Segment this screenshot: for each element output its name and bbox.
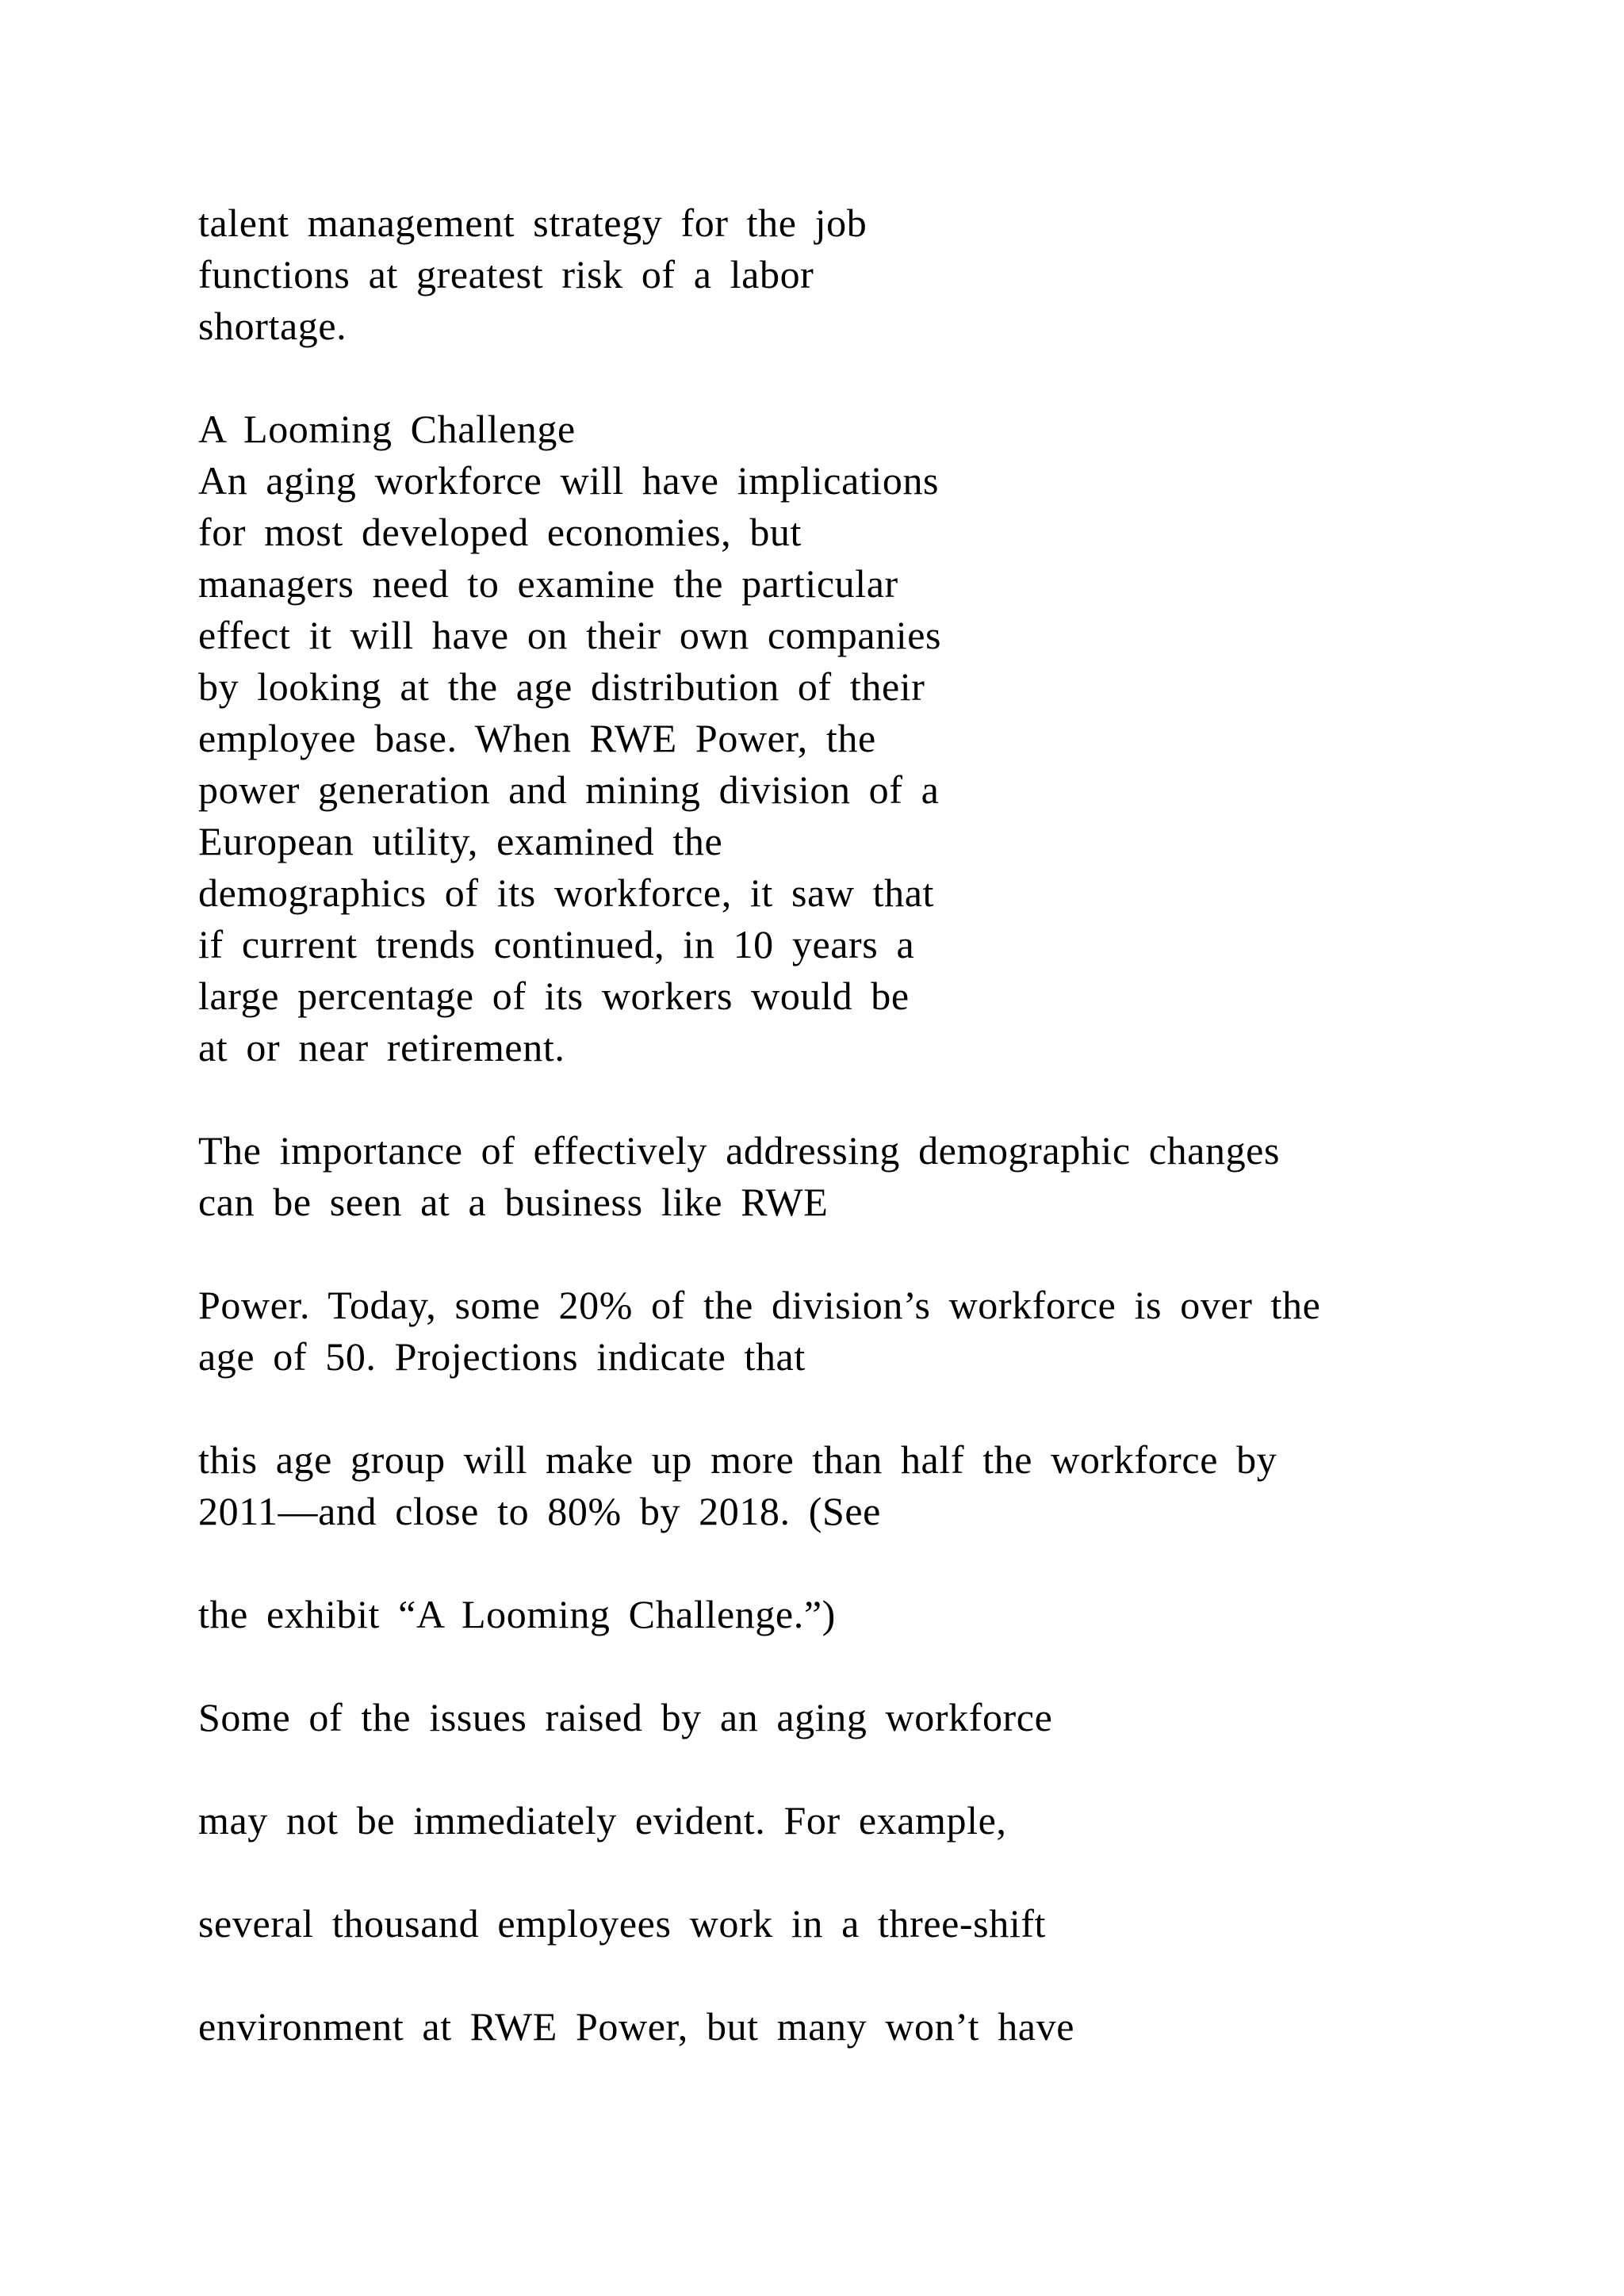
- text-line: several thousand employees work in a three-shift: [198, 1901, 1047, 1946]
- text-line: functions at greatest risk of a labor: [198, 252, 814, 297]
- text-line: by looking at the age distribution of their: [198, 664, 925, 709]
- text-line: European utility, examined the: [198, 819, 723, 863]
- section-heading: A Looming Challenge: [198, 407, 576, 451]
- text-line: environment at RWE Power, but many won’t have: [198, 2004, 1074, 2049]
- text-line: demographics of its workforce, it saw that: [198, 871, 935, 915]
- text-line: power generation and mining division of a: [198, 767, 940, 812]
- text-line: Some of the issues raised by an aging workforce: [198, 1695, 1053, 1739]
- text-line: managers need to examine the particular: [198, 561, 898, 606]
- text-line: may not be immediately evident. For example,: [198, 1798, 1007, 1843]
- text-line: The importance of effectively addressing demographic changes: [198, 1128, 1281, 1173]
- text-line: age of 50. Projections indicate that: [198, 1334, 806, 1379]
- text-line: at or near retirement.: [198, 1025, 565, 1070]
- text-line: for most developed economies, but: [198, 510, 802, 554]
- text-line: Power. Today, some 20% of the division’s workforce is over the: [198, 1283, 1321, 1327]
- text-line: can be seen at a business like RWE: [198, 1180, 829, 1224]
- text-line: 2011—and close to 80% by 2018. (See: [198, 1489, 881, 1533]
- text-line: this age group will make up more than half the workforce by: [198, 1437, 1277, 1482]
- text-line: the exhibit “A Looming Challenge.”): [198, 1592, 836, 1636]
- text-line: An aging workforce will have implications: [198, 458, 940, 503]
- text-line: employee base. When RWE Power, the: [198, 716, 876, 760]
- text-line: if current trends continued, in 10 years a: [198, 922, 915, 966]
- text-line: effect it will have on their own companies: [198, 613, 942, 657]
- text-line: shortage.: [198, 304, 347, 348]
- text-line: large percentage of its workers would be: [198, 974, 910, 1018]
- text-line: talent management strategy for the job: [198, 201, 868, 245]
